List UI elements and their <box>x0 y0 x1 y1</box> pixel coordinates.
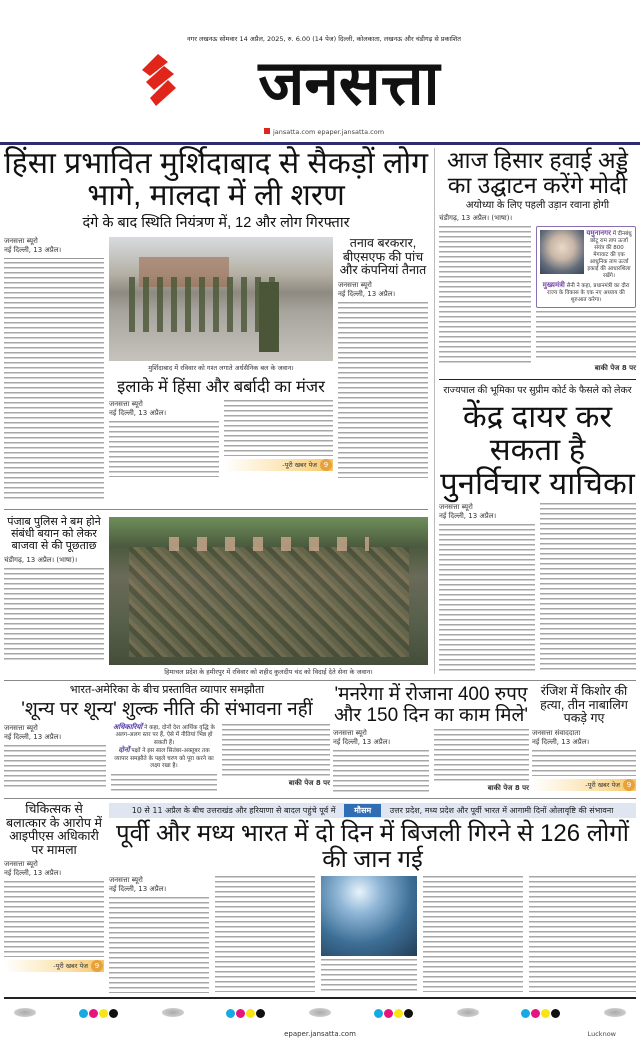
side-headline: तनाव बरकरार, बीएसएफ की पांच और कंपनियां तैनात <box>339 236 427 278</box>
divider <box>4 258 104 259</box>
hisar-info-box <box>536 226 636 308</box>
violence-headline: इलाके में हिंसा और बर्बादी का मंजर <box>117 378 325 397</box>
lead-photo <box>109 237 333 361</box>
violence-body-col1 <box>109 421 219 477</box>
army-photo <box>109 517 428 665</box>
trade-kicker: भारत-अमेरिका के बीच प्रस्तावित व्यापार समझौता <box>69 684 265 697</box>
governor-headline: केंद्र दायर कर सकता है पुनर्विचार याचिका <box>440 398 635 501</box>
weather-tag: मौसम <box>344 804 381 817</box>
trade-continued: बाकी पेज 8 पर <box>288 778 330 787</box>
page-badge: 9 <box>623 779 635 791</box>
trade-quote: अधिकारियों ने कहा, दोनों देश आर्थिक वृद्धि के अलग-अलग स्तर पर हैं, ऐसे में नीतियां भिन्न हो सकती हैं। दोनों पक्षों ने इस साल सितंबर-अक्तूबर तक व्यापार समझौते के पहले चरण को पूरा करने का लक्ष्य रखा है। <box>113 722 215 770</box>
trade-body-col1 <box>4 745 106 789</box>
ips-headline: चिकित्सक से बलात्कार के आरोप में आइपीएस अधिकारी पर मामला <box>6 802 102 857</box>
lead-subhead: दंगे के बाद स्थिति नियंत्रण में, 12 और लोग गिरफ्तार <box>82 214 350 231</box>
punjab-dateline: चंडीगढ़, 13 अप्रैल। (भाषा)। <box>4 556 78 565</box>
divider <box>439 379 636 380</box>
lightning-photo <box>321 876 417 956</box>
mnrega-byline: जनसत्ता ब्यूरो नई दिल्ली, 13 अप्रैल। <box>333 729 391 747</box>
punjab-body <box>4 568 104 660</box>
modi-photo <box>540 230 584 274</box>
weather-body-col4 <box>423 876 523 992</box>
weather-body-col1 <box>109 897 209 993</box>
trade-headline: 'शून्य पर शून्य' शुल्क नीति की संभावना नहीं <box>21 699 313 721</box>
masthead <box>4 0 636 148</box>
lead-photo-caption: मुर्शिदाबाद में रविवार को गश्त लगाते अर्धसैनिक बल के जवान। <box>148 364 294 373</box>
murder-more-link[interactable]: -पूरी खबर पेज 9 <box>532 779 636 791</box>
mnrega-body-col2 <box>434 729 530 781</box>
website-links[interactable] <box>224 128 424 136</box>
divider <box>4 509 428 510</box>
divider <box>4 680 636 681</box>
hisar-subhead: अयोध्या के लिए पहली उड़ान रवाना होगी <box>465 199 610 211</box>
weather-byline: जनसत्ता ब्यूरो नई दिल्ली, 13 अप्रैल। <box>109 876 167 894</box>
dateline: नगर लखनऊ सोमवार 14 अप्रैल, 2025, रु. 6.00 (14 पेज) दिल्ली, कोलकाता, लखनऊ और चंडीगढ़ से प्रकाशित <box>186 35 461 43</box>
violence-byline: जनसत्ता ब्यूरो नई दिल्ली, 13 अप्रैल। <box>109 400 167 418</box>
trade-byline: जनसत्ता ब्यूरो नई दिल्ली, 13 अप्रैल। <box>4 723 62 741</box>
masthead-rule <box>0 142 640 145</box>
weather-body-col3 <box>321 959 417 993</box>
weather-body-col5 <box>529 876 636 992</box>
violence-more-link[interactable]: -पूरी खबर पेज 9 <box>224 459 334 471</box>
logo: जनसत्ता <box>258 46 440 119</box>
violence-body-col2 <box>224 400 334 456</box>
lead-headline: हिंसा प्रभावित मुर्शिदाबाद से सैकड़ों लोग भागे, मालदा में ली शरण <box>4 147 428 213</box>
mnrega-headline: 'मनरेगा में रोजाना 400 रुपए और 150 दिन का काम मिले' <box>333 684 529 726</box>
hisar-body-col1 <box>439 226 531 366</box>
ips-body <box>4 881 104 957</box>
registration-marks <box>4 997 636 1026</box>
governor-kicker: राज्यपाल की भूमिका पर सुप्रीम कोर्ट के फैसले को लेकर <box>443 385 632 397</box>
hisar-body-col2 <box>536 311 636 361</box>
page-badge: 9 <box>320 459 332 471</box>
hisar-dateline: चंडीगढ़, 13 अप्रैल। (भाषा)। <box>439 214 513 223</box>
footer-edition: Lucknow <box>587 1030 616 1039</box>
ips-byline: जनसत्ता ब्यूरो नई दिल्ली, 13 अप्रैल। <box>4 860 62 878</box>
hisar-box-text: यमुनानगर में दीनबंधु छोटू राम ताप ऊर्जा संयंत्र की 800 मेगावाट की एक आधुनिक ताप ऊर्जा इकाई की आधारशिला रखेंगे। <box>586 229 632 280</box>
weather-body-col2 <box>215 876 315 992</box>
murder-body <box>532 750 636 776</box>
footer <box>4 1026 636 1044</box>
hisar-box-text2: मुख्यमंत्री सैनी ने कहा, प्रधानमंत्री का दौरा राज्य के विकास के एक नए अध्याय की शुरुआत करेगा। <box>542 281 630 304</box>
mnrega-continued: बाकी पेज 8 पर <box>487 784 529 793</box>
divider <box>4 798 636 799</box>
mnrega-body-col1 <box>333 750 429 794</box>
punjab-headline: पंजाब पुलिस ने बम होने संबंधी बयान को लेकर बाजवा से की पूछताछ <box>7 516 101 553</box>
army-photo-caption: हिमाचल प्रदेश के हमीरपुर में रविवार को शहीद कुलदीप चंद को विदाई देते सेना के जवान। <box>164 668 373 677</box>
hisar-headline: आज हिसार हवाई अड्डे का उद्घाटन करेंगे मोदी <box>446 147 629 198</box>
side-byline: जनसत्ता ब्यूरो नई दिल्ली, 13 अप्रैल। <box>338 280 396 298</box>
murder-headline: रंजिश में किशोर की हत्या, तीन नाबालिग पकड़े गए <box>540 684 628 726</box>
ips-more-link[interactable]: -पूरी खबर पेज 9 <box>4 960 104 972</box>
weather-strip <box>109 803 636 818</box>
weather-strip-right: उत्तर प्रदेश, मध्य प्रदेश और पूर्वी भारत में आगामी दिनों ओलावृष्टि की संभावना <box>389 806 614 816</box>
hisar-continued: बाकी पेज 8 पर <box>594 364 636 373</box>
governor-body-col2 <box>540 503 636 673</box>
website-text[interactable]: jansatta.com epaper.jansatta.com <box>272 128 385 136</box>
footer-site[interactable]: epaper.jansatta.com <box>284 1030 356 1039</box>
murder-byline: जनसत्ता संवाददाता नई दिल्ली, 13 अप्रैल। <box>532 728 590 746</box>
page-badge: 9 <box>91 960 103 972</box>
logo-flame-icon <box>138 52 178 110</box>
jansatta-icon <box>264 128 270 134</box>
governor-byline: जनसत्ता ब्यूरो नई दिल्ली, 13 अप्रैल। <box>439 503 497 521</box>
side-body <box>338 302 428 478</box>
trade-body-col2 <box>111 774 217 794</box>
lead-byline: जनसत्ता ब्यूरो नई दिल्ली, 13 अप्रैल। <box>4 237 62 255</box>
weather-strip-left: 10 से 11 अप्रैल के बीच उत्तराखंड और हरियाणा से बादल पहुंचे पूर्व में <box>131 806 336 816</box>
lead-body <box>4 262 104 502</box>
trade-body-col3 <box>222 724 330 776</box>
governor-body-col1 <box>439 524 535 674</box>
weather-headline: पूर्वी और मध्य भारत में दो दिन में बिजली गिरने से 126 लोगों की जान गई <box>116 820 629 874</box>
